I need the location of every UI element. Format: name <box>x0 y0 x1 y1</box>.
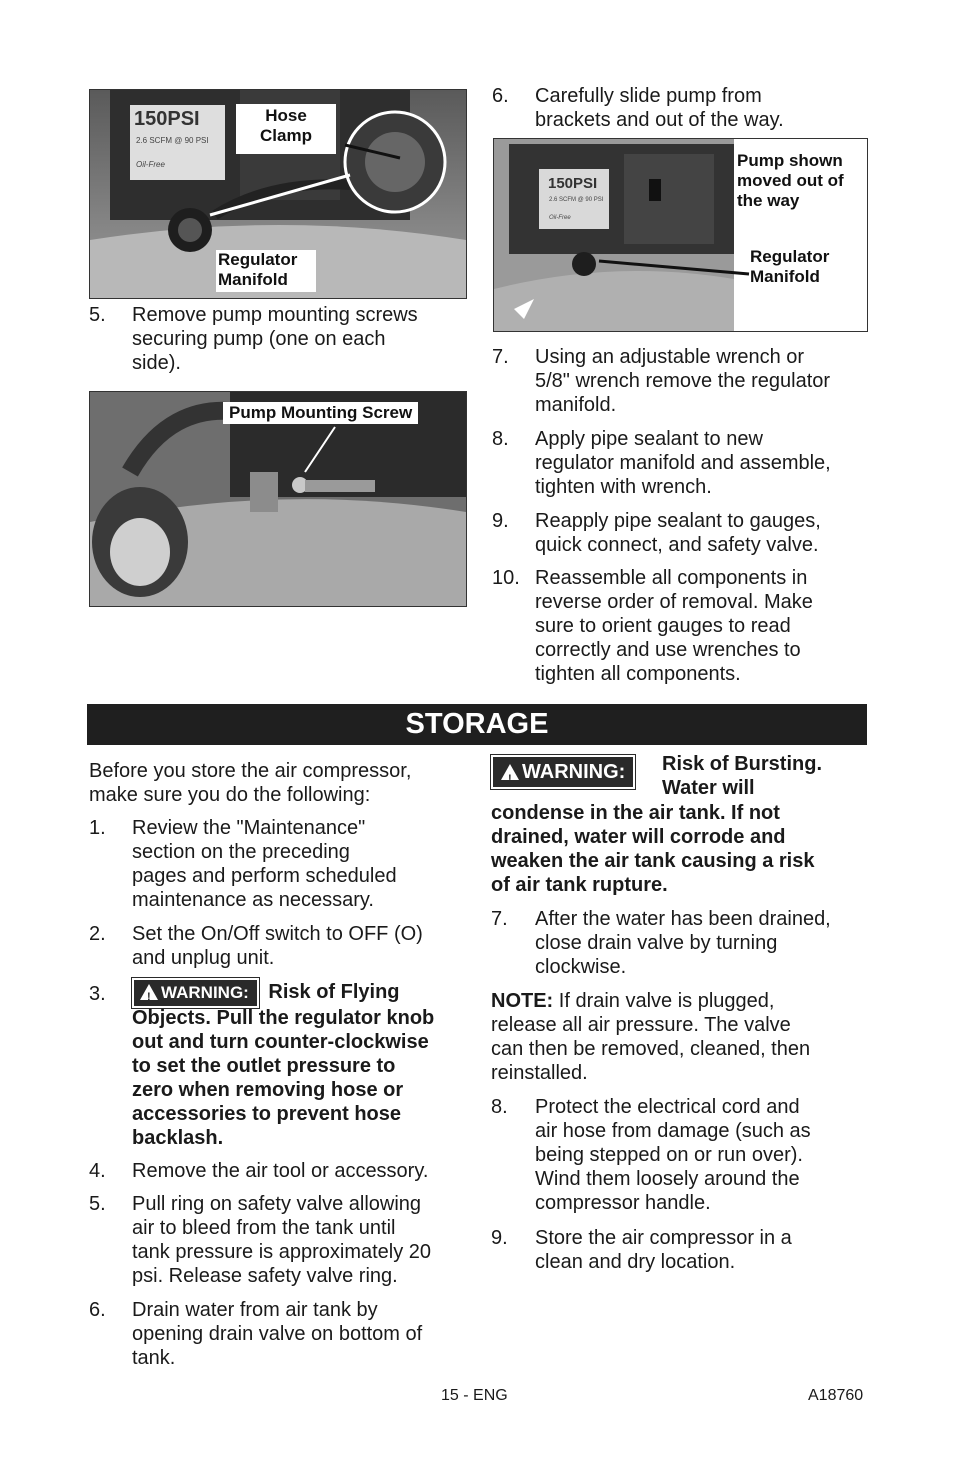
warning-heading: Risk of Flying <box>268 981 400 1003</box>
note-line: reinstalled. <box>491 1062 588 1084</box>
step-number: 8. <box>491 1096 508 1118</box>
step-number: 7. <box>491 908 508 930</box>
step-line: securing pump (one on each <box>132 328 386 350</box>
step-line: compressor handle. <box>535 1192 711 1214</box>
warning-line: weaken the air tank causing a risk <box>491 850 815 872</box>
step-line: psi. Release safety valve ring. <box>132 1265 398 1287</box>
figure-pump-mounting-screw-photo <box>89 391 467 607</box>
step-line: Remove the air tool or accessory. <box>132 1160 429 1182</box>
step-line: and unplug unit. <box>132 947 275 969</box>
callout-line: moved out of <box>737 171 844 190</box>
step-number: 7. <box>492 346 509 368</box>
step-line: maintenance as necessary. <box>132 889 374 911</box>
bursting-warning-text <box>491 801 871 897</box>
step-line: Carefully slide pump from <box>535 85 762 107</box>
step-number: 4. <box>89 1160 106 1182</box>
warning-label: WARNING: <box>161 983 249 1002</box>
warning-line: of air tank rupture. <box>491 874 668 896</box>
note-line: If drain valve is plugged, <box>553 990 775 1012</box>
intro-line: make sure you do the following: <box>89 784 371 806</box>
warning-label: WARNING: <box>522 761 626 783</box>
badge-subtitle-2: Oil-Free <box>549 215 571 221</box>
warning-line: drained, water will corrode and <box>491 826 786 848</box>
warning-triangle-icon <box>501 764 519 780</box>
step-line: Wind them loosely around the <box>535 1168 800 1190</box>
step-number: 9. <box>492 510 509 532</box>
warning-badge <box>132 978 259 1008</box>
step-number: 10. <box>492 567 520 589</box>
regulator-manifold-callout <box>750 247 860 287</box>
step-line: Pull ring on safety valve allowing <box>132 1193 422 1215</box>
step-line: Set the On/Off switch to OFF (O) <box>132 923 423 945</box>
step-number: 6. <box>492 85 509 107</box>
bursting-warning-badge <box>491 755 635 789</box>
figure-pump-moved-photo <box>493 138 868 332</box>
warning-line: Objects. Pull the regulator knob <box>132 1007 435 1029</box>
step-line: section on the preceding <box>132 841 350 863</box>
pump-mounting-screw-callout: Pump Mounting Screw <box>223 402 418 424</box>
step-line: air to bleed from the tank until <box>132 1217 396 1239</box>
step-line: Reassemble all components in <box>535 567 808 589</box>
note-line: release all air pressure. The valve <box>491 1014 791 1036</box>
callout-line: Regulator <box>218 250 298 269</box>
step-line: 5/8" wrench remove the regulator <box>535 370 831 392</box>
badge-150psi: 150PSI <box>548 175 598 192</box>
step-number: 3. <box>89 983 106 1005</box>
badge-150psi: 150PSI <box>134 108 200 130</box>
note-line: can then be removed, cleaned, then <box>491 1038 811 1060</box>
warning-line: Risk of Bursting. <box>662 753 823 775</box>
step-line: tighten with wrench. <box>535 476 712 498</box>
regulator-manifold-callout <box>216 250 316 292</box>
storage-heading: STORAGE <box>405 708 549 740</box>
callout-line: Clamp <box>260 126 312 145</box>
step-line: Review the "Maintenance" <box>132 817 366 839</box>
step-line: clean and dry location. <box>535 1251 736 1273</box>
callout-line: Manifold <box>750 267 820 286</box>
page-number: 15 - ENG <box>441 1387 508 1404</box>
callout-line: Regulator <box>750 247 830 266</box>
step-line: manifold. <box>535 394 617 416</box>
storage-heading-bar <box>87 704 867 745</box>
step-line: Store the air compressor in a <box>535 1227 792 1249</box>
step-line: Using an adjustable wrench or <box>535 346 805 368</box>
callout-line: Pump shown <box>737 151 843 170</box>
step-line: tank. <box>132 1347 176 1369</box>
warning-line: to set the outlet pressure to <box>132 1055 396 1077</box>
step-line: reverse order of removal. Make <box>535 591 813 613</box>
step-number: 9. <box>491 1227 508 1249</box>
step-line: Remove pump mounting screws <box>132 304 418 326</box>
warning-line: backlash. <box>132 1127 224 1149</box>
warning-badge <box>491 755 635 789</box>
figure-hose-clamp-photo <box>89 89 467 299</box>
badge-subtitle: 2.6 SCFM @ 90 PSI <box>549 197 604 203</box>
step-line: tighten all components. <box>535 663 741 685</box>
callout-line: Hose <box>265 106 307 125</box>
step-line: Protect the electrical cord and <box>535 1096 800 1118</box>
step-line: brackets and out of the way. <box>535 109 784 131</box>
step-line: tank pressure is approximately 20 <box>132 1241 432 1263</box>
warning-line: accessories to prevent hose <box>132 1103 402 1125</box>
hose-clamp-callout <box>236 104 336 154</box>
step-number: 1. <box>89 817 106 839</box>
pump-moved-callout <box>737 151 865 211</box>
document-code: A18760 <box>808 1387 864 1404</box>
step-line: regulator manifold and assemble, <box>535 452 831 474</box>
step-number: 8. <box>492 428 509 450</box>
mounting-screw-image <box>90 392 466 606</box>
step-number: 2. <box>89 923 106 945</box>
warning-line: out and turn counter-clockwise <box>132 1031 429 1053</box>
step-line: After the water has been drained, <box>535 908 831 930</box>
step-number: 6. <box>89 1299 106 1321</box>
bursting-warning-heading <box>662 752 822 800</box>
badge-subtitle: 2.6 SCFM @ 90 PSI <box>136 136 209 145</box>
note-label: NOTE: <box>491 990 554 1012</box>
step-line: Reapply pipe sealant to gauges, <box>535 510 821 532</box>
step-number: 5. <box>89 304 106 326</box>
step-number: 5. <box>89 1193 106 1215</box>
step-line: being stepped on or run over). <box>535 1144 803 1166</box>
step-line: close drain valve by turning <box>535 932 778 954</box>
step-line: pages and perform scheduled <box>132 865 397 887</box>
storage-intro <box>89 759 469 807</box>
step-line: quick connect, and safety valve. <box>535 534 819 556</box>
step-line: Apply pipe sealant to new <box>535 428 763 450</box>
warning-line: Water will <box>662 777 755 799</box>
step-line: sure to orient gauges to read <box>535 615 791 637</box>
step-line: correctly and use wrenches to <box>535 639 801 661</box>
step-line: side). <box>132 352 181 374</box>
step-line: opening drain valve on bottom of <box>132 1323 423 1345</box>
step-line: air hose from damage (such as <box>535 1120 811 1142</box>
step-line: clockwise. <box>535 956 627 978</box>
warning-line: zero when removing hose or <box>132 1079 404 1101</box>
warning-triangle-icon <box>140 984 158 1000</box>
warning-line: condense in the air tank. If not <box>491 802 780 824</box>
badge-subtitle-2: Oil-Free <box>136 160 165 169</box>
drain-valve-note <box>491 989 871 1085</box>
callout-line: the way <box>737 191 800 210</box>
step-line: Drain water from air tank by <box>132 1299 378 1321</box>
intro-line: Before you store the air compressor, <box>89 760 412 782</box>
callout-line: Manifold <box>218 270 288 289</box>
